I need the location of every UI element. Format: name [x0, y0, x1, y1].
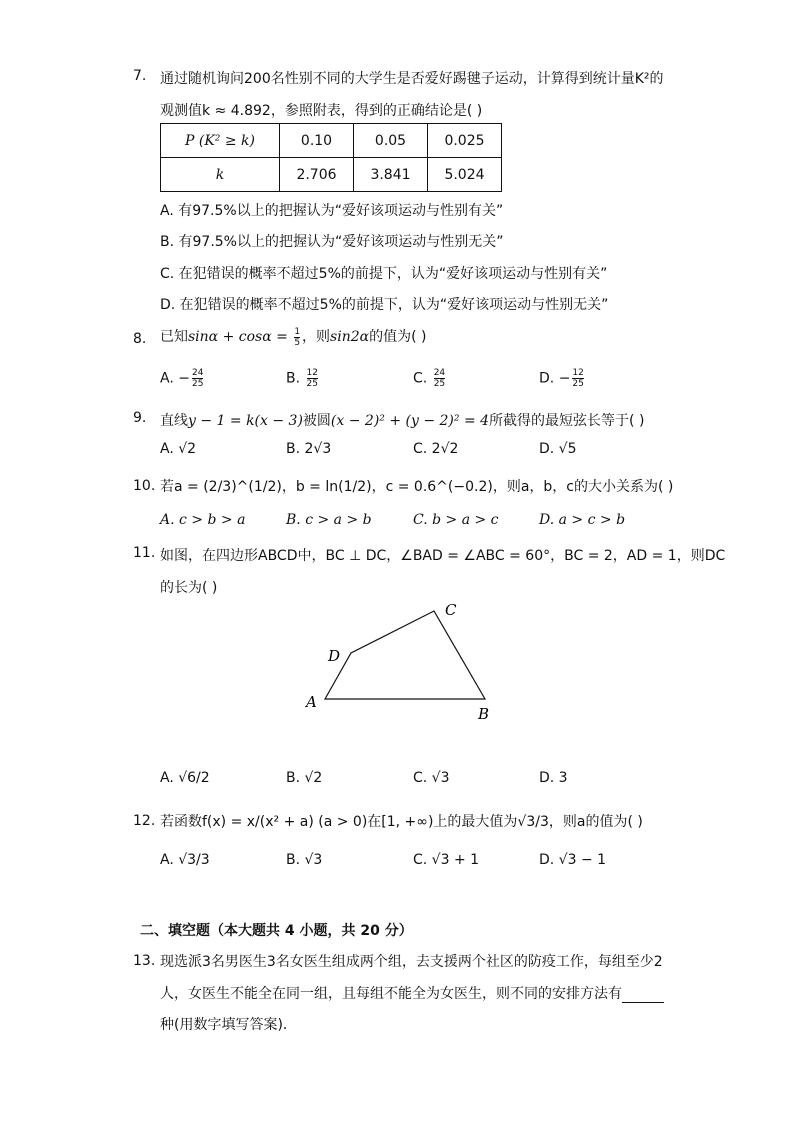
q9-option-c[interactable]: C. 2√2	[413, 441, 459, 457]
q13-stem-line3: 种(用数字填写答案)．	[160, 1017, 297, 1033]
q9-option-a[interactable]: A. √2	[160, 441, 197, 457]
table-cell: 0.025	[428, 124, 502, 158]
q12-option-c[interactable]: C. √3 + 1	[413, 852, 480, 868]
q8-stem-part: 已知	[160, 329, 188, 345]
q12-option-b[interactable]: B. √3	[286, 852, 323, 868]
q12-stem: 若函数f(x) = x/(x² + a) (a > 0)在[1, +∞)上的最大值为√3/3，则a的值为( )	[160, 814, 643, 830]
q12-option-a[interactable]: A. √3/3	[160, 852, 210, 868]
table-row	[161, 124, 502, 158]
q12-option-d[interactable]: D. √3 − 1	[539, 852, 607, 868]
q9-number: 9.	[133, 410, 147, 426]
q10-option-b[interactable]: B. c > a > b	[286, 512, 372, 528]
q8-expression: sinα + cosα =	[188, 329, 288, 345]
vertex-label-d: D	[328, 647, 341, 665]
q11-option-d[interactable]: D. 3	[539, 770, 568, 786]
q11-quadrilateral-figure	[290, 595, 510, 730]
q11-number: 11.	[133, 545, 156, 561]
vertex-label-c: C	[445, 601, 457, 619]
q8-number: 8.	[133, 331, 147, 347]
q10-option-c[interactable]: C. b > a > c	[413, 512, 499, 528]
q10-option-d[interactable]: D. a > c > b	[539, 512, 626, 528]
q10-stem: 若a = (2/3)^(1/2)，b = ln(1/2)，c = 0.6^(−0.2)，则a，b，c的大小关系为( )	[160, 479, 674, 495]
q7-option-d[interactable]: D. 在犯错误的概率不超过5%的前提下，认为“爱好该项运动与性别无关”	[160, 297, 609, 313]
q7-option-b[interactable]: B. 有97.5%以上的把握认为“爱好该项运动与性别无关”	[160, 234, 504, 250]
q13-stem-line2: 人，女医生不能全在同一组，且每组不能全为女医生，则不同的安排方法有	[160, 983, 664, 1003]
table-cell: 2.706	[280, 158, 354, 192]
q11-stem-line2: 的长为( )	[160, 580, 218, 596]
q8-stem	[160, 326, 426, 348]
vertex-label-b: B	[478, 705, 490, 723]
section-title: 二、填空题（本大题共 4 小题，共 20 分）	[140, 923, 413, 939]
q12-number: 12.	[133, 813, 156, 829]
q8-option-c[interactable]: C. $\frac{24}{25}$	[413, 368, 446, 389]
q8-expression: sin2α	[330, 329, 370, 345]
q10-option-a[interactable]: A. c > b > a	[160, 512, 246, 528]
q8-option-d[interactable]: D. − $\frac{12}{25}$	[539, 368, 584, 389]
table-cell: P (K² ≥ k)	[161, 124, 280, 158]
q10-number: 10.	[133, 478, 156, 494]
table-cell: 5.024	[428, 158, 502, 192]
answer-blank[interactable]	[622, 988, 664, 1003]
q7-stem-line1: 通过随机询问200名性别不同的大学生是否爱好踢毽子运动，计算得到统计量K²的	[160, 71, 664, 87]
q8-option-a[interactable]: A. − $\frac{24}{25}$	[160, 368, 204, 389]
table-cell: k	[161, 158, 280, 192]
q13-number: 13.	[133, 953, 156, 969]
vertex-label-a: A	[306, 693, 317, 711]
table-cell: 3.841	[354, 158, 428, 192]
q8-option-b[interactable]: B. $\frac{12}{25}$	[286, 368, 318, 389]
q7-number: 7.	[133, 68, 147, 84]
q11-option-b[interactable]: B. √2	[286, 770, 323, 786]
q9-stem: 直线y − 1 = k(x − 3)被圆(x − 2)² + (y − 2)² = 4所截得的最短弦长等于( )	[160, 413, 645, 429]
q11-option-c[interactable]: C. √3	[413, 770, 450, 786]
quadrilateral-abcd	[325, 611, 485, 699]
table-cell: 0.10	[280, 124, 354, 158]
table-row	[161, 158, 502, 192]
q8-fraction: $\frac{1}{5}$	[294, 326, 301, 348]
q8-stem-part: ，则	[302, 329, 331, 345]
q9-option-d[interactable]: D. √5	[539, 441, 577, 457]
q7-option-c[interactable]: C. 在犯错误的概率不超过5%的前提下，认为“爱好该项运动与性别有关”	[160, 266, 608, 282]
table-cell: 0.05	[354, 124, 428, 158]
q13-stem-line1: 现选派3名男医生3名女医生组成两个组，去支援两个社区的防疫工作，每组至少2	[160, 954, 663, 970]
q7-stem-line2: 观测值k ≈ 4.892，参照附表，得到的正确结论是( )	[160, 103, 483, 119]
q9-option-b[interactable]: B. 2√3	[286, 441, 332, 457]
q7-option-a[interactable]: A. 有97.5%以上的把握认为“爱好该项运动与性别有关”	[160, 203, 504, 219]
q8-stem-part: 的值为( )	[369, 329, 427, 345]
q11-stem-line1: 如图，在四边形ABCD中，BC ⊥ DC，∠BAD = ∠ABC = 60°，BC = 2，AD = 1，则DC	[160, 548, 726, 564]
q7-critical-value-table	[160, 123, 502, 192]
q11-option-a[interactable]: A. √6/2	[160, 770, 210, 786]
